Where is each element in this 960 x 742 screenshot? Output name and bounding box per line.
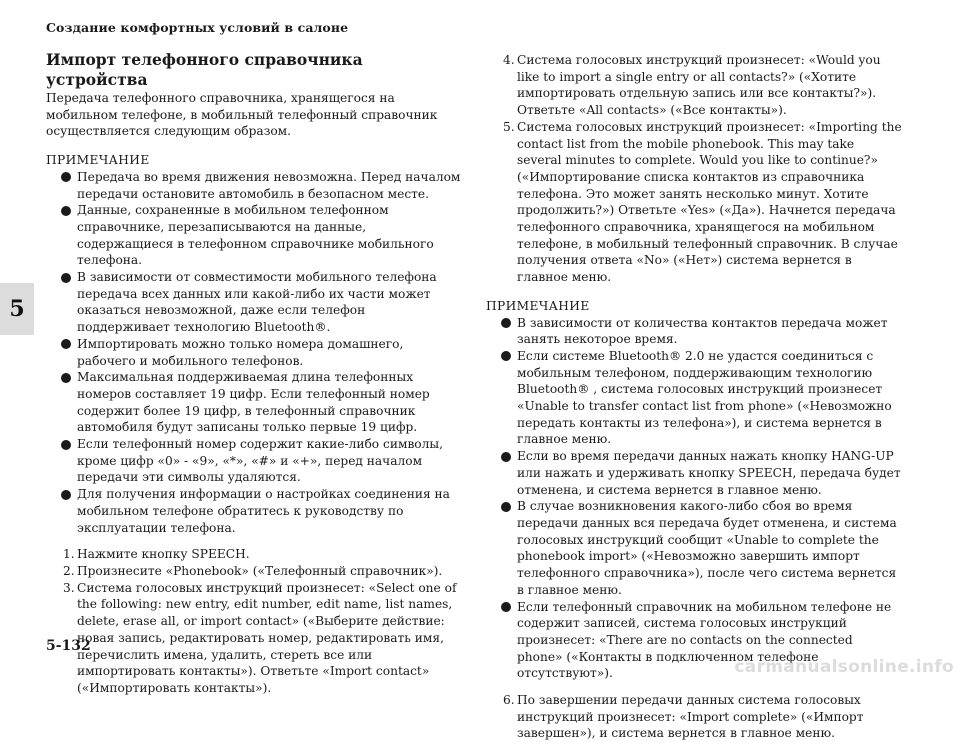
section-tab [0, 283, 34, 335]
note-item: Если телефонный номер содержит какие-либо символы, кроме цифр «0» - «9», «*», «#» и «+», перед началом передачи эти символы удаляются. [46, 436, 461, 486]
step-number: 3. [63, 580, 75, 595]
section-number: 5 [9, 296, 25, 322]
step-number: 5. [503, 119, 515, 134]
note-heading: ПРИМЕЧАНИЕ [46, 153, 150, 168]
step-text: Произнесите «Phonebook» («Телефонный справочник»). [77, 563, 443, 578]
step-text: Система голосовых инструкций произнесет: «Importing the contact list from the mobile phonebook. This may take several minutes to complete. Would you like to continue?» («Импортирование списка контактов из справочника телефона. Это может занять несколько минут. Хотите продолжить?») Ответьте «Yes» («Да»). Начнется передача телефонного справочника, хранящегося на мобильном телефоне, в мобильный телефонный справочник. В случае получения ответа «No» («Нет») система вернется в главное меню. [517, 119, 902, 285]
step-item [46, 563, 461, 580]
note-item: Если во время передачи данных нажать кнопку HANG-UP или нажать и удерживать кнопку SPEECH, передача будет отменена, и система вернется в главное меню. [486, 448, 902, 498]
step-list [46, 546, 461, 696]
step-number: 2. [63, 563, 75, 578]
step-item [486, 119, 902, 286]
note-item: В случае возникновения какого-либо сбоя во время передачи данных вся передача будет отменена, и система голосовых инструкций сообщит «Unable to complete the phonebook import» («Невозможно завершить импорт телефонного справочника»), после чего система вернется в главное меню. [486, 498, 902, 598]
note-item: Импортировать можно только номера домашнего, рабочего и мобильного телефонов. [46, 336, 461, 369]
chapter-header: Создание комфортных условий в салоне [46, 20, 349, 35]
intro-paragraph: Передача телефонного справочника, хранящегося на мобильном телефоне, в мобильный телефонный справочник осуществляется следующим образом. [46, 91, 438, 139]
note-list [46, 169, 461, 536]
step-text: По завершении передачи данных система голосовых инструкций произнесет: «Import complete» («Импорт завершен»), и система вернется в главное меню. [517, 693, 864, 741]
note-item: Для получения информации о настройках соединения на мобильном телефоне обратитесь к руководству по эксплуатации телефона. [46, 486, 461, 536]
step-item [46, 580, 461, 697]
note-item: Передача во время движения невозможна. Перед началом передачи остановите автомобиль в безопасном месте. [46, 169, 461, 202]
step-item [486, 692, 902, 742]
section-title: Импорт телефонного справочника устройства [46, 50, 363, 89]
note-item: В зависимости от количества контактов передача может занять некоторое время. [486, 315, 902, 348]
step-list [486, 692, 902, 742]
note-item: Если телефонный справочник на мобильном телефоне не содержит записей, система голосовых инструкций произнесет: «There are no contacts on the connected phone» («Контакты в подключенном телефоне отсутствуют»). [486, 599, 902, 683]
right-column [486, 52, 902, 742]
step-number: 6. [503, 693, 515, 708]
step-text: Система голосовых инструкций произнесет: «Select one of the following: new entry, edit number, edit name, list names, delete, erase all, or import contact» («Выберите действие: новая запись, редактировать номер, редактировать имя, перечислить имена, удалить, стереть все или импортировать контакты»). Ответьте «Import contact» («Импортировать контакты»). [77, 580, 457, 695]
step-item [486, 52, 902, 119]
note-item: Максимальная поддерживаемая длина телефонных номеров составляет 19 цифр. Если телефонный номер содержит более 19 цифр, в телефонный справочник автомобиля будут записаны только первые 19 цифр. [46, 369, 461, 436]
step-text: Нажмите кнопку SPEECH. [77, 547, 250, 562]
note-item: Данные, сохраненные в мобильном телефонном справочнике, перезаписываются на данные, содержащиеся в телефонном справочнике мобильного телефона. [46, 202, 461, 269]
step-number: 4. [503, 53, 515, 67]
step-list [486, 52, 902, 286]
page-number: 5-132 [46, 638, 91, 654]
watermark: carmanualsonline.info [734, 657, 954, 677]
note-item: В зависимости от совместимости мобильного телефона передача всех данных или какой-либо их части может оказаться невозможной, даже если телефон поддерживает технологию Bluetooth®. [46, 269, 461, 336]
step-number: 1. [63, 547, 75, 562]
note-list [486, 315, 902, 682]
step-item [46, 546, 461, 563]
step-text: Система голосовых инструкций произнесет: «Would you like to import a single entry or all contacts?» («Хотите импортировать отдельную запись или все контакты?»). Ответьте «All contacts» («Все контакты»). [517, 53, 881, 118]
note-heading: ПРИМЕЧАНИЕ [486, 298, 590, 313]
note-item: Если системе Bluetooth® 2.0 не удастся соединиться с мобильным телефоном, поддерживающим технологию Bluetooth® , система голосовых инструкций произнесет «Unable to transfer contact list from phone» («Невозможно передать контакты из телефона»), и система вернется в главное меню. [486, 348, 902, 448]
left-column [46, 50, 461, 697]
